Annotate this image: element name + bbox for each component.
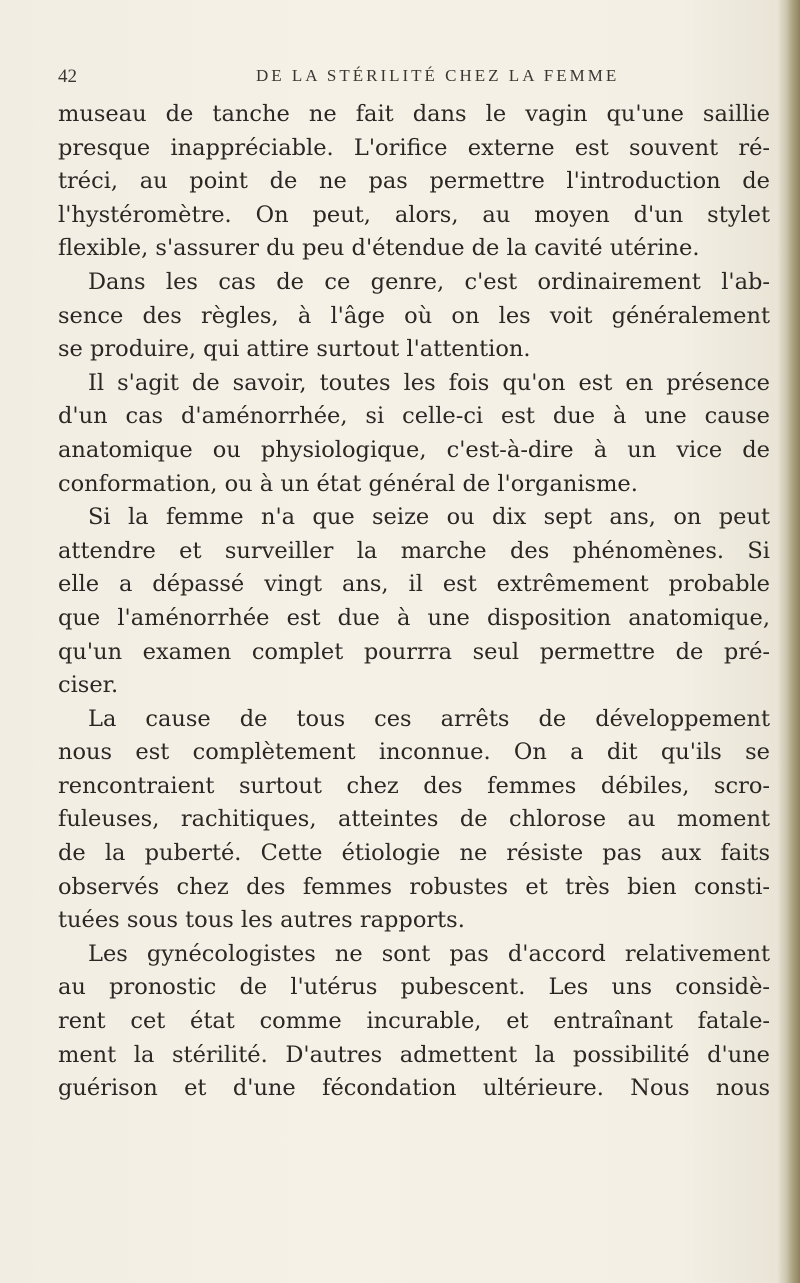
text-body — [58, 98, 770, 1106]
text-line: rent cet état comme incurable, et entraînant fatale- — [58, 1008, 770, 1035]
text-line: Si la femme n'a que seize ou dix sept ans, on peut — [88, 504, 770, 531]
text-line: ment la stérilité. D'autres admettent la possibilité d'une — [58, 1041, 770, 1068]
text-line: sence des règles, à l'âge où on les voit généralement — [58, 302, 770, 329]
text-line: fuleuses, rachitiques, atteintes de chlorose au moment — [58, 806, 770, 833]
text-line: museau de tanche ne fait dans le vagin qu'une saillie — [58, 101, 770, 127]
text-line: flexible, s'assurer du peu d'étendue de la cavité utérine. — [58, 235, 700, 262]
text-line: presque inappréciable. L'orifice externe est souvent ré- — [58, 134, 770, 161]
text-line: rencontraient surtout chez des femmes débiles, scro- — [58, 772, 770, 799]
text-line: attendre et surveiller la marche des phénomènes. Si — [58, 537, 770, 564]
text-line: Les gynécologistes ne sont pas d'accord relativement — [88, 940, 770, 967]
text-line: tuées sous tous les autres rapports. — [58, 907, 465, 934]
text-line: observés chez des femmes robustes et très bien consti- — [58, 873, 770, 900]
page-edge-shadow — [778, 0, 800, 1283]
text-line: Il s'agit de savoir, toutes les fois qu'on est en présence — [88, 369, 770, 396]
text-line: qu'un examen complet pourrra seul permettre de pré- — [58, 638, 770, 665]
text-line: ciser. — [58, 672, 119, 699]
page-number: 42 — [58, 66, 77, 87]
text-line: l'hystéromètre. On peut, alors, au moyen d'un stylet — [58, 201, 770, 228]
text-line: elle a dépassé vingt ans, il est extrêmement probable — [58, 571, 770, 598]
text-line: Dans les cas de ce genre, c'est ordinairement l'ab- — [88, 268, 770, 295]
text-line: anatomique ou physiologique, c'est-à-dire à un vice de — [58, 436, 770, 463]
text-line: guérison et d'une fécondation ultérieure. Nous nous — [58, 1075, 770, 1102]
text-line: de la puberté. Cette étiologie ne résiste pas aux faits — [58, 840, 770, 867]
text-line: conformation, ou à un état général de l'organisme. — [58, 470, 638, 497]
text-line: se produire, qui attire surtout l'attention. — [58, 336, 531, 363]
text-line: que l'aménorrhée est due à une disposition anatomique, — [58, 604, 770, 631]
running-head — [58, 66, 770, 92]
text-line: au pronostic de l'utérus pubescent. Les uns considè- — [58, 974, 770, 1001]
running-title: DE LA STÉRILITÉ CHEZ LA FEMME — [256, 66, 620, 85]
text-line: tréci, au point de ne pas permettre l'introduction de — [58, 168, 770, 195]
text-line: La cause de tous ces arrêts de développement — [88, 705, 770, 732]
text-line: d'un cas d'aménorrhée, si celle-ci est due à une cause — [58, 403, 770, 430]
text-line: nous est complètement inconnue. On a dit qu'ils se — [58, 739, 770, 766]
